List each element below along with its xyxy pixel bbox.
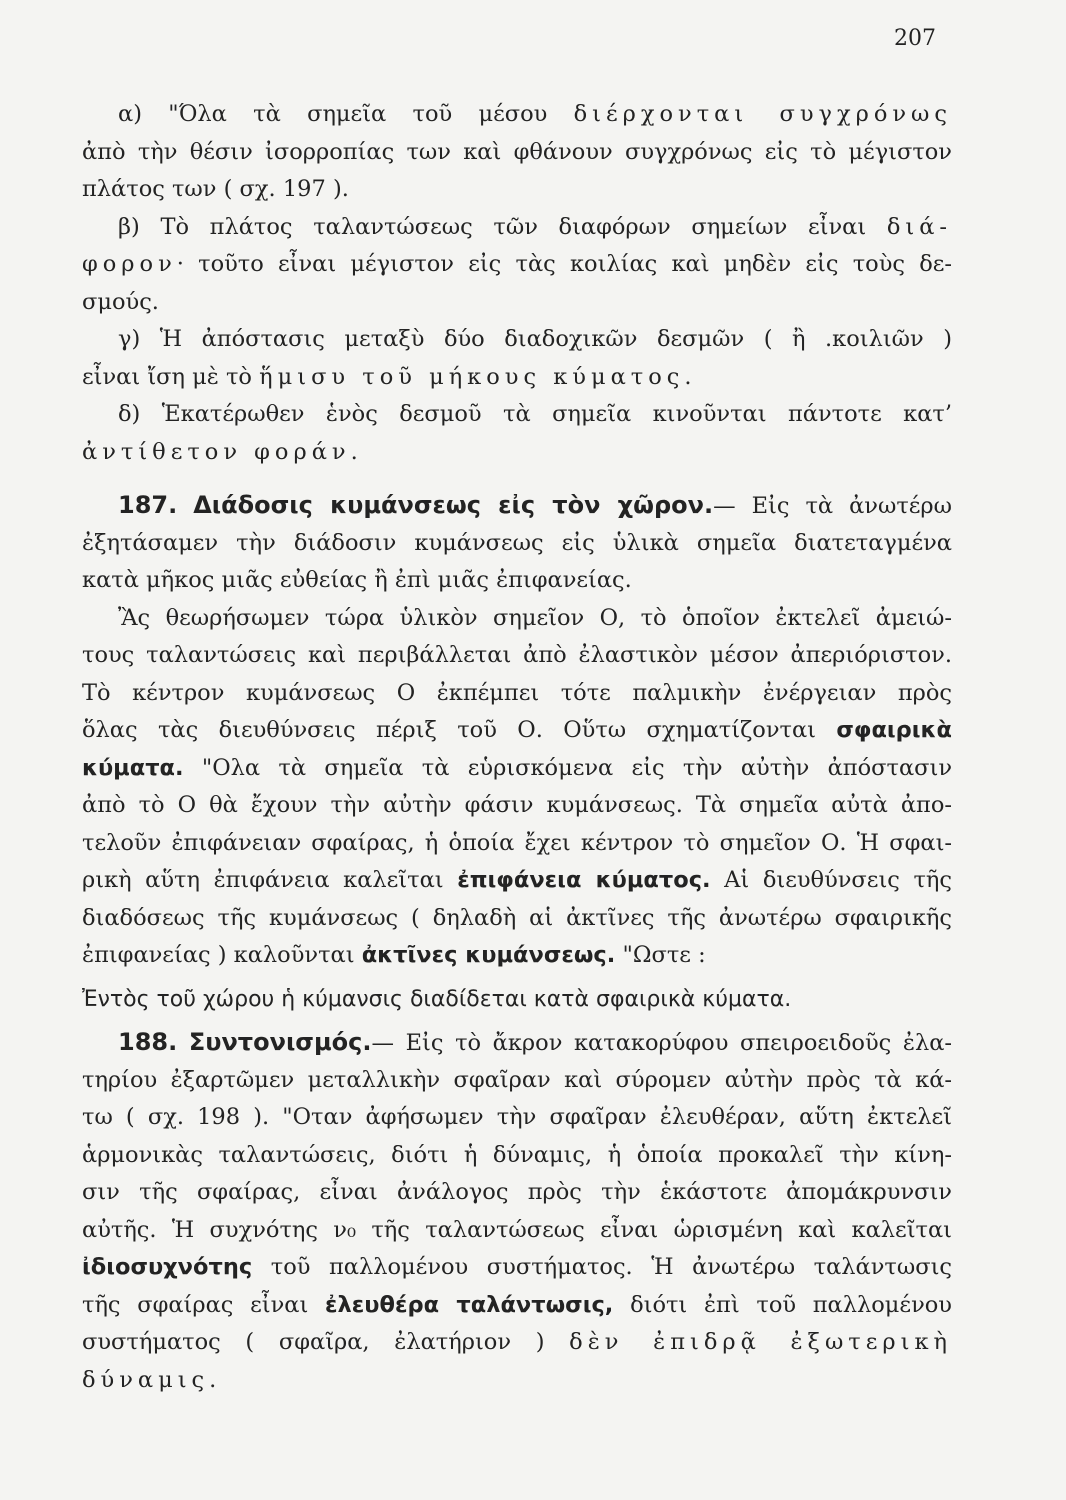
text-run: "Ωστε : [615,942,706,968]
bold-term: σφαιρικὰ [836,717,952,743]
text-run: β) Τὸ πλάτος ταλαντώσεως τῶν διαφόρων σημείων εἶναι [118,213,887,240]
text-run: συστήματος ( σφαῖρα, ἐλατήριον ) [82,1329,570,1355]
text-run: — Εἰς τὰ ἀνωτέρω [713,493,952,519]
text-run: "Ολα τὰ σημεῖα τὰ εὑρισκόμενα εἰς τὴν αὐτὴν ἀπόστασιν [183,754,952,781]
text-line [82,1287,952,1325]
bold-term: ἰδιοσυχνότης [82,1254,253,1280]
text-line: ἀπὸ τὸ Ο θὰ ἔχουν τὴν αὐτὴν φάσιν κυμάνσεως. Τὰ σημεῖα αὐτὰ ἀπο- [82,792,952,818]
text-line [82,359,952,397]
text-run: τῆς σφαίρας εἶναι [82,1291,325,1318]
text-line: τελοῦν ἐπιφάνειαν σφαίρας, ἡ ὁποία ἔχει κέντρον τὸ σημεῖον Ο. Ἡ σφαι- [82,829,952,856]
text-line [82,862,952,900]
section-188 [82,1024,952,1399]
text-line: σμούς. [82,288,159,315]
text-line: πλάτος των ( σχ. 197 ). [82,176,349,202]
bold-term: κύματα. [82,754,184,781]
text-line: τους ταλαντώσεις καὶ περιβάλλεται ἀπὸ ἐλαστικὸν μέσον ἀπεριόριστον. [82,642,952,668]
section-heading-line [82,487,952,525]
law-statement: Ἐντὸς τοῦ χώρου ἡ κύμανσις διαδίδεται κατὰ σφαιρικὰ κύματα. [82,986,792,1012]
section-number: 187. [118,491,178,519]
bold-term: ἐλευθέρα ταλάντωσις, [325,1291,614,1318]
text-line [82,1362,952,1400]
text-line: ἁρμονικὰς ταλαντώσεις, διότι ἡ δύναμις, ἡ ὁποία προκαλεῖ τὴν κίνη- [82,1141,952,1168]
text-line [82,246,952,284]
text-run: ἐπιφανείας ) καλοῦνται [82,942,362,968]
spaced-text: διέρχονται συγχρόνως [573,101,952,127]
bold-term: ἐπιφάνεια κύματος. [457,867,711,893]
text-line: τηρίου ἐξαρτῶμεν μεταλλικὴν σφαῖραν καὶ σύρομεν αὐτὴν πρὸς τὰ κά- [82,1066,952,1093]
properties-list [82,96,952,471]
section-number: 188. [118,1028,178,1056]
text-line: Τὸ κέντρον κυμάνσεως Ο ἐκπέμπει τότε παλμικὴν ἐνέργειαν πρὸς [82,679,952,706]
text-run: — Εἰς τὸ ἄκρον κατακορύφου σπειροειδοῦς ἐλα- [371,1030,952,1056]
text-line: κατὰ μῆκος μιᾶς εὐθείας ἢ ἐπὶ μιᾶς ἐπιφανείας. [82,567,632,593]
section-187 [82,487,952,1018]
text-line [82,1249,952,1287]
bold-term: ἀκτῖνες κυμάνσεως. [361,942,616,968]
text-line: ἀπὸ τὴν θέσιν ἰσορροπίας των καὶ φθάνουν συγχρόνως εἰς τὸ μέγιστον [82,138,952,165]
text-line [82,712,952,750]
section-title: Συντονισμός. [188,1028,372,1056]
spaced-text: δύναμις. [82,1366,222,1393]
text-line [82,1324,952,1362]
text-line [82,209,952,247]
page-number: 207 [894,26,936,51]
text-line: δ) Ἑκατέρωθεν ἑνὸς δεσμοῦ τὰ σημεῖα κινοῦνται πάντοτε κατ’ [118,401,952,427]
text-line: σιν τῆς σφαίρας, εἶναι ἀνάλογος πρὸς τὴν ἑκάστοτε ἀπομάκρυνσιν [82,1179,952,1205]
spaced-text: διά- [886,213,952,240]
text-run: διότι ἐπὶ τοῦ παλλομένου [613,1291,952,1318]
spaced-text: φορον [82,251,177,277]
text-run: εἶναι ἴση μὲ τὸ [82,363,260,390]
text-line [82,96,952,134]
text-run: α) "Όλα τὰ σημεῖα τοῦ μέσου [118,101,574,127]
text-line: αὐτῆς. Ἡ συχνότης ν₀ τῆς ταλαντώσεως εἶναι ὡρισμένη καὶ καλεῖται [82,1216,952,1243]
section-title: Διάδοσις κυμάνσεως εἰς τὸν χῶρον. [193,491,714,519]
spaced-text: ἀντίθετον φοράν. [82,438,363,465]
text-line [82,937,952,975]
text-line: ἐξητάσαμεν τὴν διάδοσιν κυμάνσεως εἰς ὑλικὰ σημεῖα διατεταγμένα [82,529,952,556]
text-run: · τοῦτο εἶναι μέγιστον εἰς τὰς κοιλίας καὶ μηδὲν εἰς τοὺς δε- [176,251,952,277]
text-run: Αἱ διευθύνσεις τῆς [710,867,952,893]
text-line [82,750,952,788]
section-heading-line [82,1024,952,1062]
text-run: ὅλας τὰς διευθύνσεις πέριξ τοῦ Ο. Οὕτω σχηματίζονται [82,717,837,743]
text-line [82,434,952,472]
text-line: τω ( σχ. 198 ). "Οταν ἀφήσωμεν τὴν σφαῖραν ἐλευθέραν, αὕτη ἐκτελεῖ [82,1104,952,1130]
text-line: Ἂς θεωρήσωμεν τώρα ὑλικὸν σημεῖον Ο, τὸ ὁποῖον ἐκτελεῖ ἀμειώ- [118,604,952,631]
text-line: γ) Ἡ ἀπόστασις μεταξὺ δύο διαδοχικῶν δεσμῶν ( ἢ .κοιλιῶν ) [118,326,952,352]
text-line: διαδόσεως τῆς κυμάνσεως ( δηλαδὴ αἱ ἀκτῖνες τῆς ἀνωτέρω σφαιρικῆς [82,904,952,931]
spaced-text: δὲν ἐπιδρᾷ ἐξωτερικὴ [569,1329,952,1355]
text-run: ρικὴ αὕτη ἐπιφάνεια καλεῖται [82,867,458,893]
text-run: τοῦ παλλομένου συστήματος. Ἡ ἀνωτέρω ταλάντωσις [252,1254,952,1280]
spaced-text: ἥμισυ τοῦ μήκους κύματος. [259,363,697,390]
